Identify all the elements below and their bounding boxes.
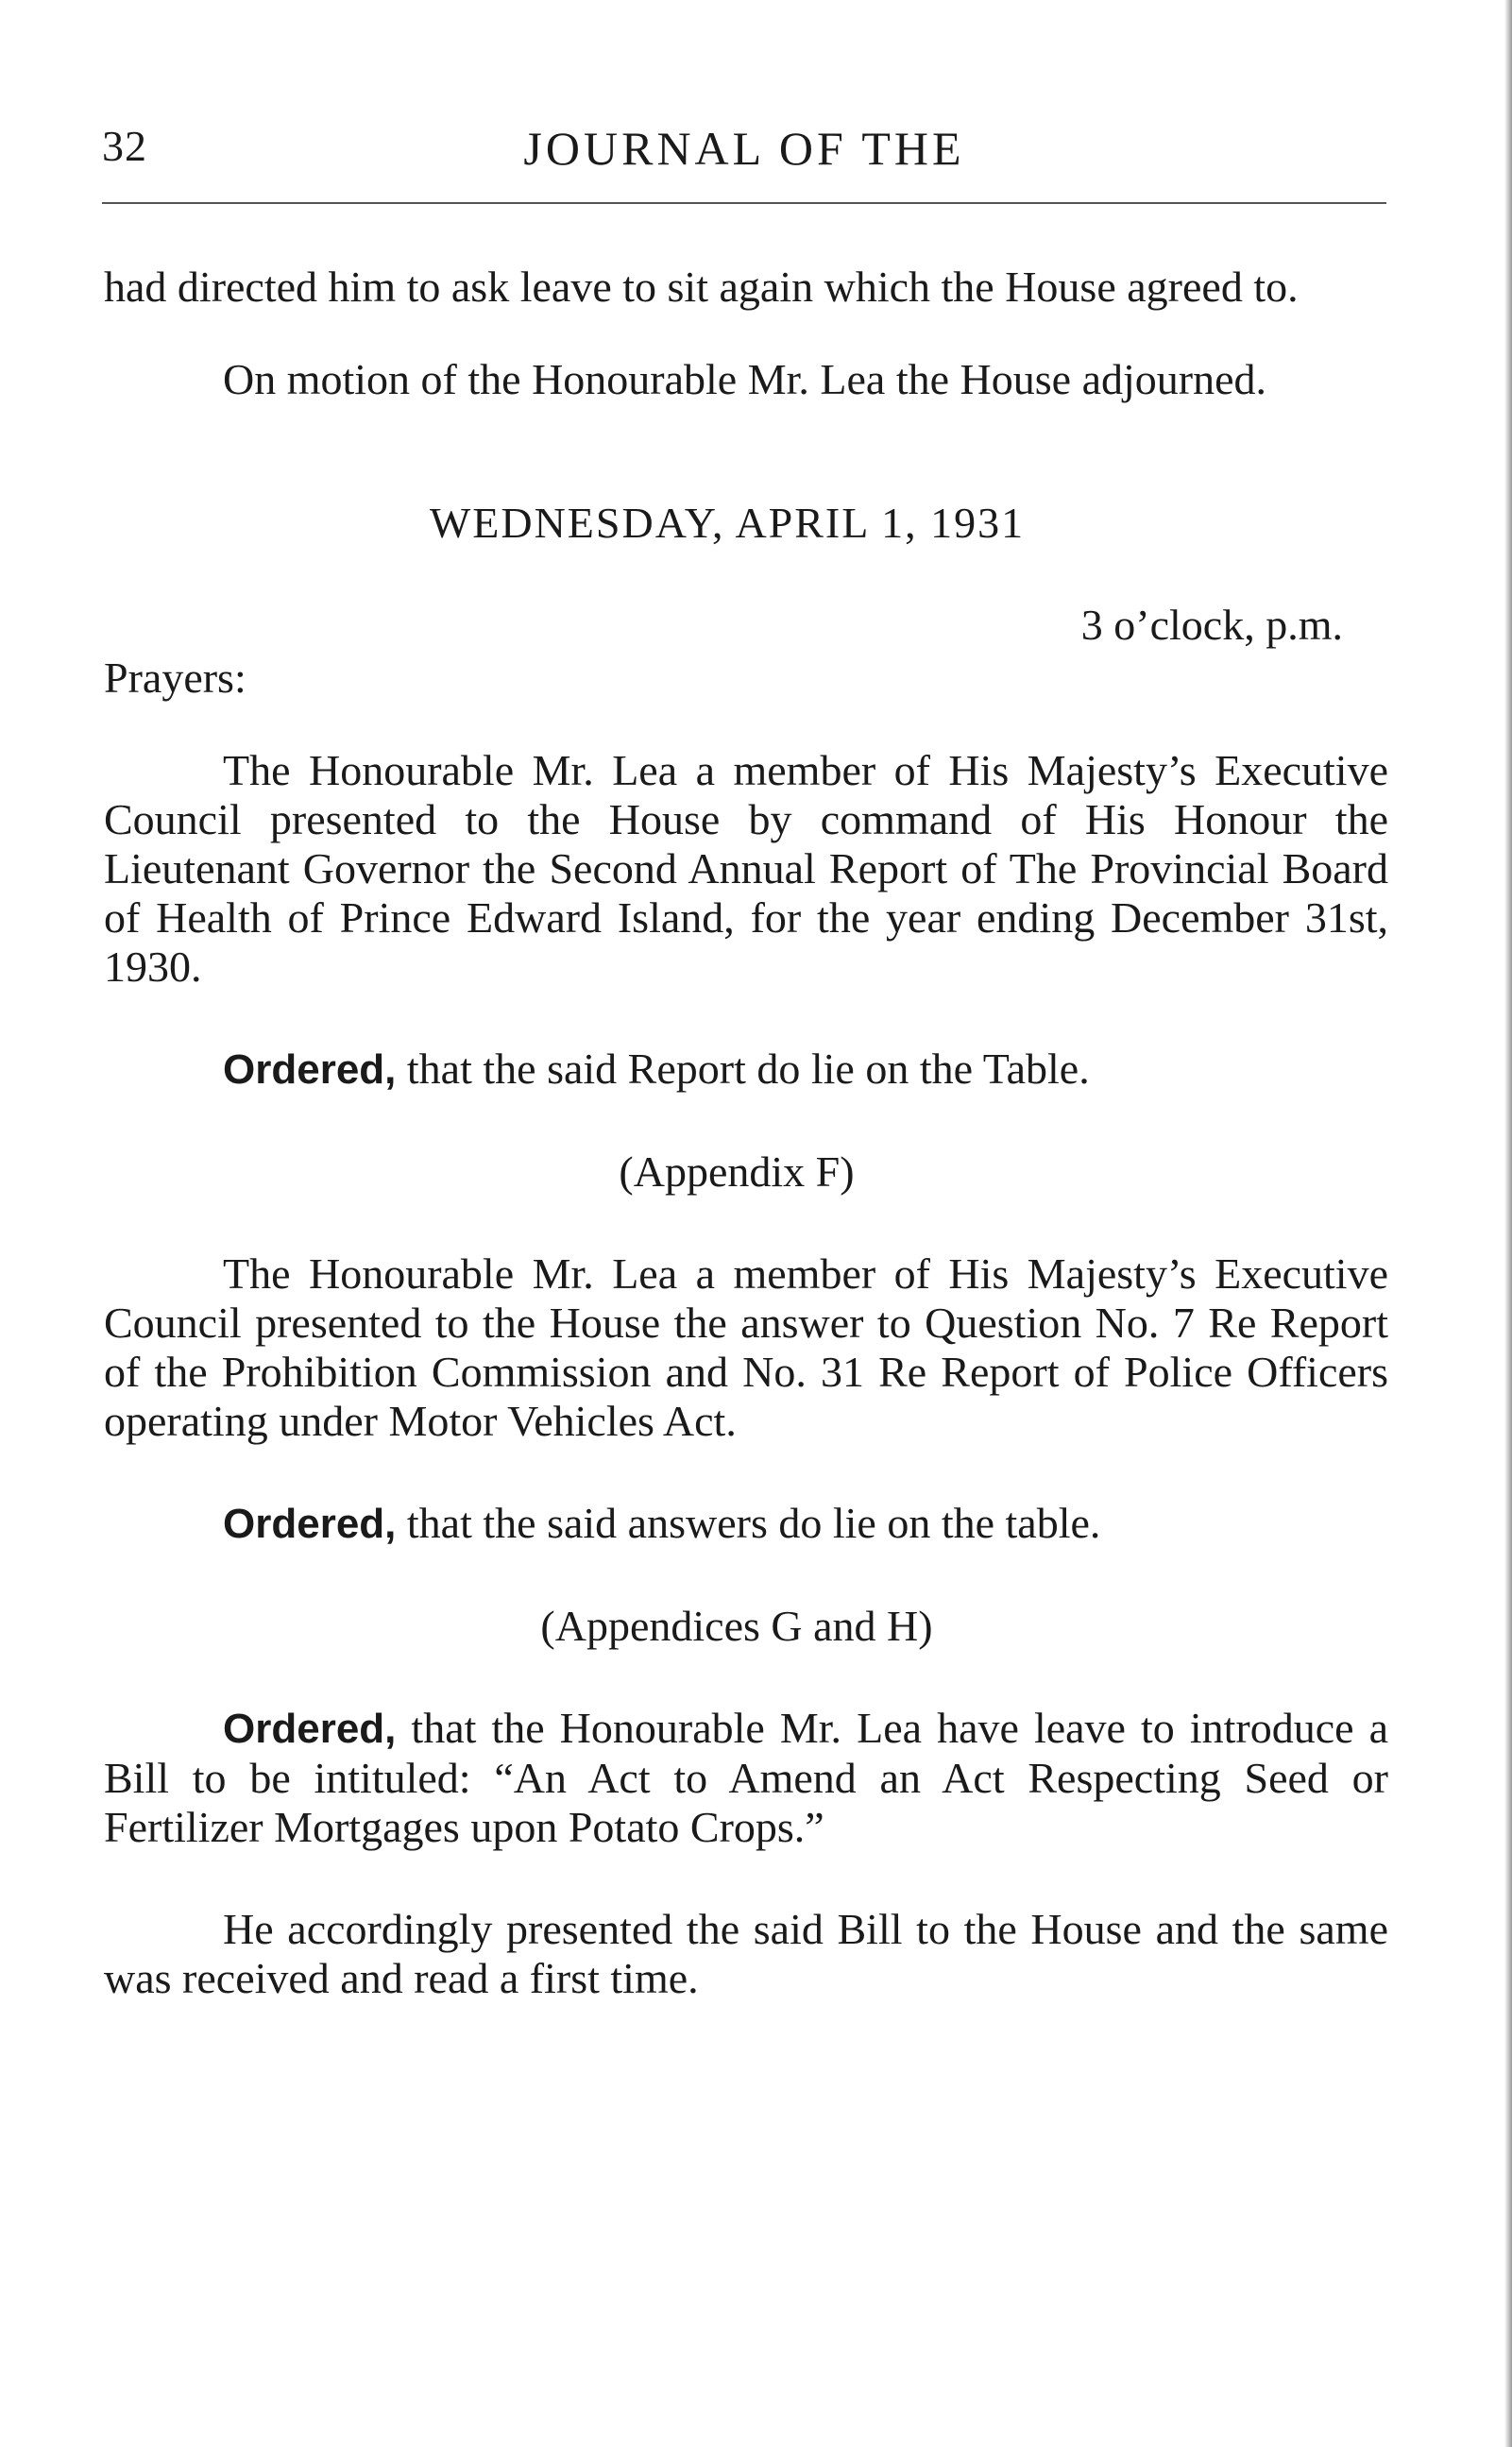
order-text: that the said Report do lie on the Table. [396, 1045, 1090, 1093]
paragraph-continued: had directed him to ask leave to sit again which the House agreed to. [104, 263, 1299, 311]
paragraph-order-answers [104, 1499, 1388, 1549]
paragraph-order-report [104, 1045, 1388, 1095]
journal-body [104, 263, 1388, 2003]
page-number: 32 [102, 122, 147, 170]
page-edge-shadow [1504, 0, 1512, 2447]
order-text: that the said answers do lie on the table. [396, 1499, 1101, 1547]
paragraph-adjourned: On motion of the Honourable Mr. Lea the House adjourned. [223, 355, 1267, 403]
paragraph-answers-presented: The Honourable Mr. Lea a member of His Majesty’s Executive Council presented to the House the answer to Question No. 7 Re Report of the Prohibition Commission and No. 31 Re Report of Police Officers operating under Motor Vehicles Act. [104, 1249, 1388, 1445]
header-rule [102, 202, 1386, 204]
paragraph-report-presented: The Honourable Mr. Lea a member of His Majesty’s Executive Council presented to the House by command of His Honour the Lieutenant Governor the Second Annual Report of The Provincial Board of Health of Prince Edward Island, for the year ending December 31st, 1930. [104, 746, 1388, 991]
page-header [102, 121, 1386, 178]
paragraph-bill-read: He accordingly presented the said Bill to the House and the same was received and read a first time. [104, 1905, 1388, 2002]
ordered-label: Ordered, [223, 1501, 397, 1547]
date-heading: WEDNESDAY, APRIL 1, 1931 [429, 499, 1026, 547]
ordered-label: Ordered, [223, 1046, 397, 1093]
prayers-label: Prayers: [104, 654, 246, 702]
ordered-label: Ordered, [223, 1706, 397, 1752]
appendix-f: (Appendix F) [619, 1147, 855, 1196]
paragraph-order-bill [104, 1704, 1388, 1852]
order-text: that the Honourable Mr. Lea have leave to introduce a Bill to be intituled: “An Act to Amend an Act Respecting Seed or Fertilizer Mortgages upon Potato Crops.” [104, 1704, 1388, 1851]
appendices-g-h: (Appendices G and H) [540, 1602, 933, 1650]
running-title: JOURNAL OF THE [523, 122, 965, 175]
sitting-time: 3 o’clock, p.m. [1080, 601, 1343, 649]
